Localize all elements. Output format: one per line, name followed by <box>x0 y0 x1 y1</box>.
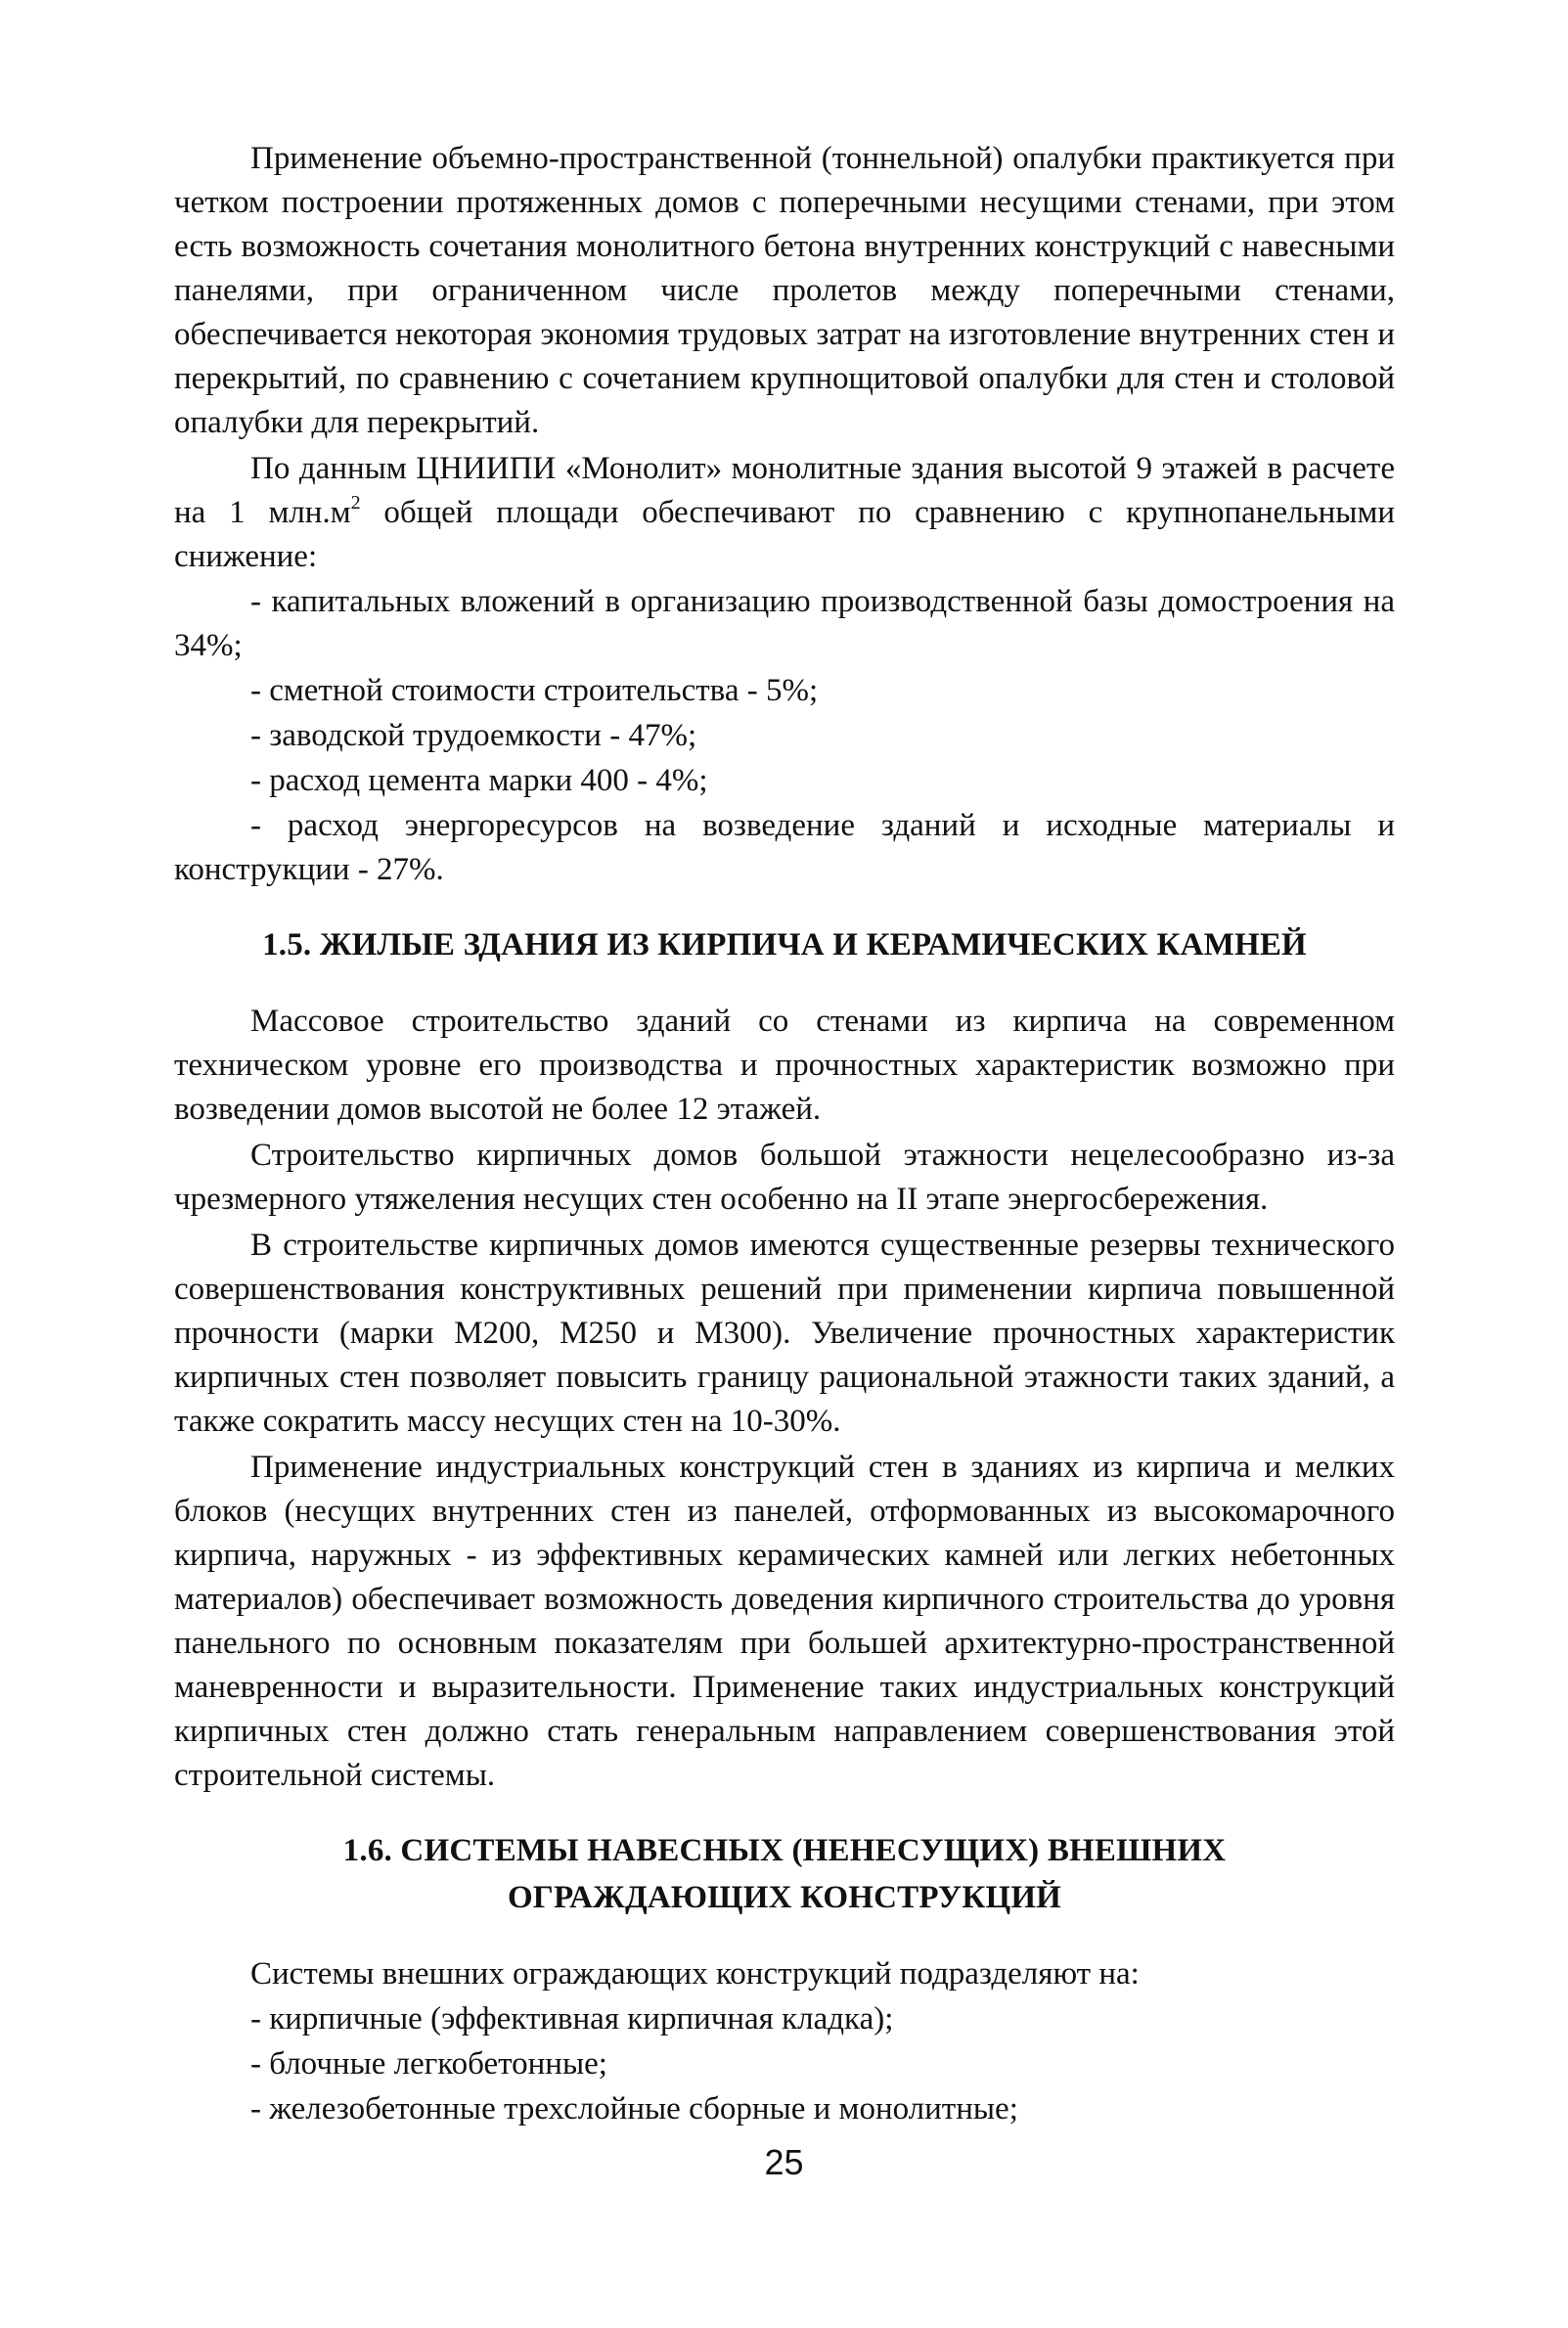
list-item-capital-investment: - капитальных вложений в организацию производственной базы домостроения на 34%; <box>174 584 1395 663</box>
page-number: 25 <box>764 2142 804 2182</box>
section-heading-1-6 <box>174 1827 1395 1921</box>
paragraph-monolit-data-start: По данным ЦНИИПИ «Монолит» монолитные здания высотой 9 этажей в расчете на 1 млн.м <box>174 451 1395 530</box>
list-item-brick: - кирпичные (эффективная кирпичная кладка); <box>250 2001 894 2037</box>
paragraph-tunnel-formwork: Применение объемно-пространственной (тоннельной) опалубки практикуется при четком построении протяженных домов с поперечными несущими стенами, при этом есть возможность сочетания монолитного бетона внутренних конструкций с навесными панелями, при ограниченном числе пролетов между поперечными стенами, обеспечивается некоторая экономия трудовых затрат на изготовление внутренних стен и перекрытий, по сравнению с сочетанием крупнощитовой опалубки для стен и столовой опалубки для перекрытий. <box>174 141 1395 440</box>
paragraph-monolit-data <box>174 447 1395 579</box>
list-item-factory-labor: - заводской трудоемкости - 47%; <box>250 718 697 753</box>
paragraph-industrial-walls: Применение индустриальных конструкций стен в зданиях из кирпича и мелких блоков (несущих внутренних стен из панелей, отформованных из высокомарочного кирпича, наружных - из эффективных керамических камней или легких небетонных материалов) обеспечивает возможность доведения кирпичного строительства до уровня панельного по основным показателям при большей архитектурно-пространственной маневренности и выразительности. Применение таких индустриальных конструкций кирпичных стен должно стать генеральным направлением совершенствования этой строительной системы. <box>174 1450 1395 1793</box>
paragraph-monolit-data-end: общей площади обеспечивают по сравнению с крупнопанельными снижение: <box>174 495 1395 574</box>
section-heading-1-5: 1.5. ЖИЛЫЕ ЗДАНИЯ ИЗ КИРПИЧА И КЕРАМИЧЕСКИХ КАМНЕЙ <box>262 927 1307 963</box>
paragraph-high-rise: Строительство кирпичных домов большой этажности нецелесообразно из-за чрезмерного утяжеления несущих стен особенно на II этапе энергосбережения. <box>174 1138 1395 1217</box>
list-item-block: - блочные легкобетонные; <box>250 2046 607 2082</box>
section-heading-1-6-line-1: 1.6. СИСТЕМЫ НАВЕСНЫХ (НЕНЕСУЩИХ) ВНЕШНИХ <box>342 1833 1227 1868</box>
list-item-concrete: - железобетонные трехслойные сборные и монолитные; <box>250 2091 1018 2127</box>
list-item-cement: - расход цемента марки 400 - 4%; <box>250 763 708 798</box>
list-item-estimated-cost: - сметной стоимости строительства - 5%; <box>250 673 819 708</box>
paragraph-systems-intro: Системы внешних ограждающих конструкций подразделяют на: <box>250 1956 1140 1992</box>
paragraph-mass-construction: Массовое строительство зданий со стенами из кирпича на современном техническом уровне его производства и прочностных характеристик возможно при возведении домов высотой не более 12 этажей. <box>174 1004 1395 1127</box>
paragraph-reserves: В строительстве кирпичных домов имеются существенные резервы технического совершенствования конструктивных решений при применении кирпича повышенной прочности (марки М200, М250 и М300). Увеличение прочностных характеристик кирпичных стен позволяет повысить границу рациональной этажности таких зданий, а также сократить массу несущих стен на 10-30%. <box>174 1228 1395 1439</box>
text-column <box>174 137 1395 2131</box>
superscript-square: 2 <box>350 492 361 514</box>
list-item-energy: - расход энергоресурсов на возведение зданий и исходные материалы и конструкции - 27%. <box>174 808 1395 887</box>
section-heading-1-6-line-2: ОГРАЖДАЮЩИХ КОНСТРУКЦИЙ <box>507 1880 1062 1915</box>
